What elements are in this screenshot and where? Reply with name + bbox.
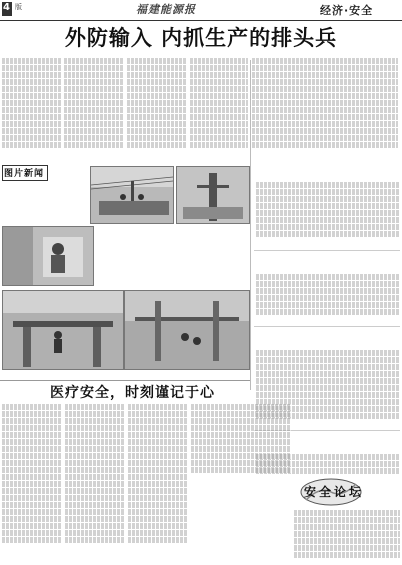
image-news-label: 图片新闻 <box>4 169 45 179</box>
headline: 外防输入 内抓生产的排头兵 <box>64 26 338 50</box>
bottom-col-2 <box>65 404 125 544</box>
forum-article-body <box>294 510 400 559</box>
right-item-2-body <box>256 274 400 316</box>
photo-tower-inspection <box>176 166 250 224</box>
right-item-1-body <box>256 182 400 238</box>
photo-power-line-workers <box>90 166 174 224</box>
photo-substation-workers <box>124 290 250 370</box>
safety-forum-label: 安全论坛 <box>304 485 365 499</box>
right-separator-1 <box>254 250 400 251</box>
paper-name: 福建能源报 <box>136 3 196 16</box>
lead-article-col-4 <box>190 58 248 149</box>
lead-article-col-1 <box>2 58 62 149</box>
bottom-section-rule <box>0 380 250 381</box>
bottom-col-1 <box>2 404 62 544</box>
photo-bridge-inspection <box>2 290 124 370</box>
bottom-col-3 <box>128 404 188 544</box>
header-rule <box>0 20 402 21</box>
bottom-section-headline: 医疗安全，时刻谨记于心 <box>50 385 215 401</box>
lead-article-col-3 <box>127 58 187 149</box>
edition-label: 版 <box>15 3 22 11</box>
bottom-col-4 <box>191 404 291 474</box>
right-separator-2 <box>254 326 400 327</box>
section-title: 经济·安全 <box>320 4 374 17</box>
lead-article-col-5 <box>252 58 398 149</box>
lead-article-col-2 <box>64 58 124 149</box>
photo-worker-building <box>2 226 94 286</box>
page-number: 4 <box>3 2 10 13</box>
column-divider <box>250 60 251 390</box>
